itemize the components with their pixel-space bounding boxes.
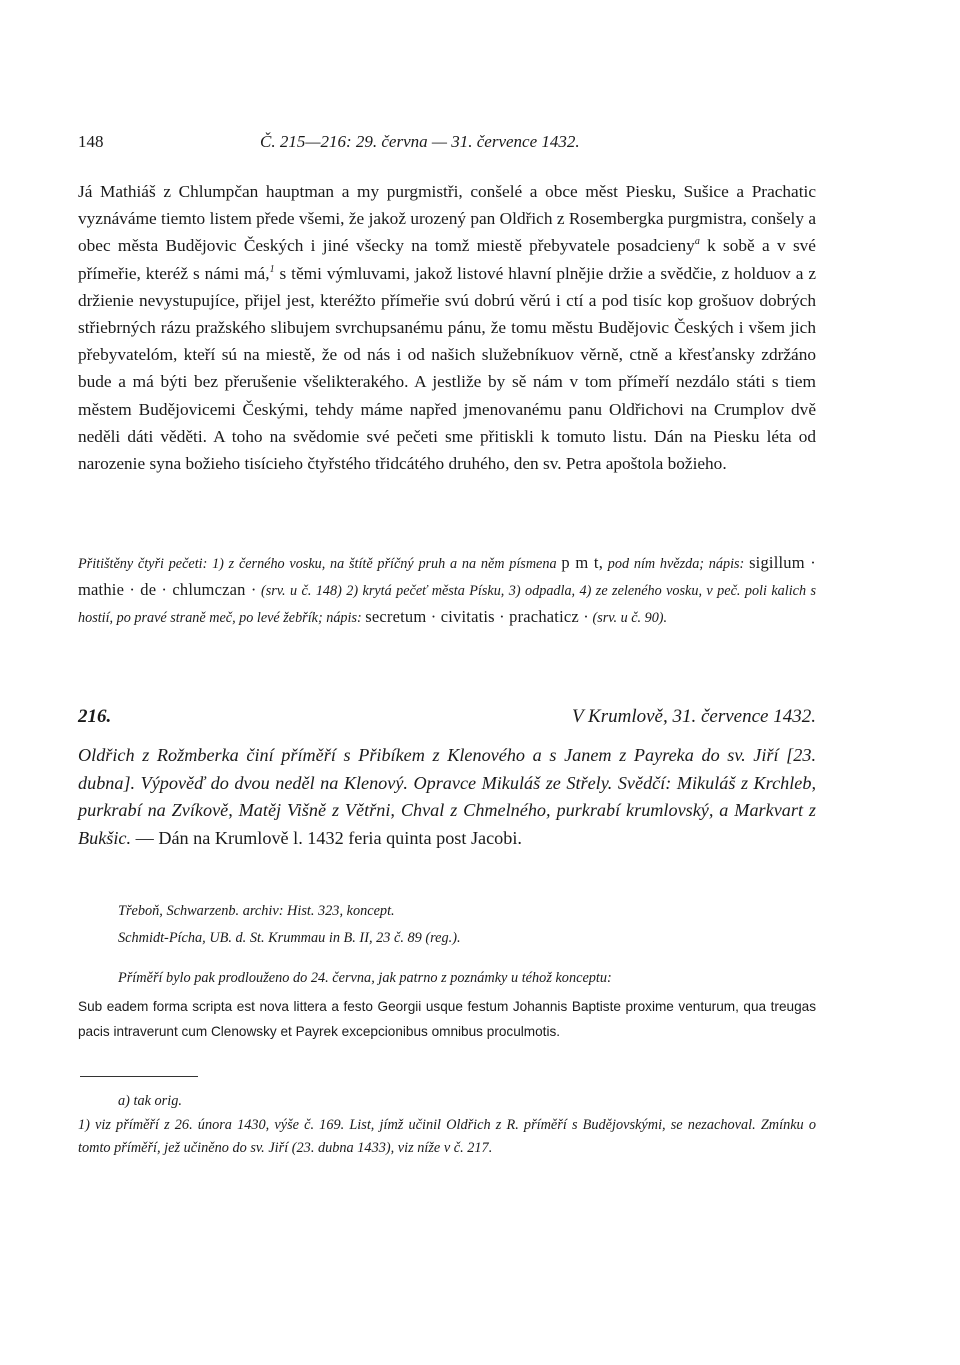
latin-excerpt: Sub eadem forma scripta est nova littera a festo Georgii usque festum Johannis Baptiste proxime venturum, qua treugas pacis intraverunt cum Clenowsky et Payrek excepcionibus omnibus proculmotis. [78,999,816,1039]
footnote-1: 1) viz příměří z 26. února 1430, výše č. 169. List, jímž učinil Oldřich z R. příměří s Budějovskými, se nezachoval. Zmínku o tomto příměří, jež učiněno do sv. Jiří (23. dubna 1433), viz níže v č. 217. [78,1117,816,1156]
regest [78,742,816,852]
document-number: 216. [78,706,112,727]
seal-text-1: Přitištěny čtyři pečeti: 1) z černého vosku, na štítě příčný pruh a na něm písmena [78,556,562,572]
seal-legend-2: secretum · civitatis · prachaticz · [365,607,589,626]
document-place-date: V Krumlově, 31. července 1432. [572,706,816,727]
footnote-divider [80,1076,198,1077]
regest-dating: — Dán na Krumlově l. 1432 feria quinta post Jacobi. [131,827,522,848]
extension-note: Příměří bylo pak prodlouženo do 24. června, jak patrno z poznámky u téhož konceptu: [118,970,612,986]
seal-text-3: (srv. u č. 148) 2) krytá pečeť města Písku, 3) odpadla, 4) ze zeleného vosku, v peč. poli kalich s hostií, po pravé straně meč, po levé žebřík; nápis: [78,583,816,626]
seal-legend-letters: p m t, [561,553,604,572]
seal-legend-1: sigillum · mathie · de · chlumczan · [78,553,817,599]
source-archive: Třeboň, Schwarzenb. archiv: Hist. 323, koncept. [118,903,395,919]
running-title: Č. 215—216: 29. června — 31. července 1432. [260,132,580,151]
seal-description [78,550,816,631]
footnote-a: a) tak orig. [118,1093,182,1109]
seal-text-4: (srv. u č. 90). [588,610,668,626]
footnote-ref-a[interactable]: a [694,236,700,248]
charter-text-part3: s těmi výmluvami, jakož listové hlavní plnějie držie a svědčie, z holduov a z držienie nevystupujíce, přijel jest, kteréžto přímeřie svú dobrú věrú i ctí a pod tisíc kop grošuov dobrých střiebrných rázu pražského slibujem svrchupsanému pánu, že tomu městu Budějovic Českých i všem jich přebyvatelóm, kteří sú na miestě, že od nás i od našich služebníkuov věrně, ctně a křesťansky zdržáno bude a má býti bez přerušenie všelikterakého. A jestliže by sě nám v tom přímeří nezdálo státi s tiem městem Budějovicemi Českými, tehdy máme napřed jmenovanému panu Oldřichovi na Crumplov dvě neděli dáti věděti. A toho na svědomie své pečeti sme přitiskli k tomuto listu. Dán na Piesku léta od narozenie syna božieho tisícieho čtyřstého třidcátého druhého, den sv. Petra apoštola božieho. [78,263,816,474]
charter-text-part1: Já Mathiáš z Chlumpčan hauptman a my purgmistři, conšelé a obce měst Piesku, Sušice a Prachatic vyznáváme tiemto listem přede všemi, že jakož urozený pan Oldřich z Rosembergka purgmistra, conšely a obec města Budějovic Českých i jiné všecky na tomž miestě přebyvatele posadcieny [78,182,816,256]
charter-text [78,178,816,477]
source-edition: Schmidt-Pícha, UB. d. St. Krummau in B. II, 23 č. 89 (reg.). [118,930,461,946]
seal-text-2: pod ním hvězda; nápis: [603,556,750,572]
page-number: 148 [78,132,104,151]
sources-list [118,898,816,952]
charter-text-part2: k sobě a v své přímeřie, kteréž s námi má, [78,236,816,283]
footnote-ref-1[interactable]: 1 [269,263,275,275]
regest-text: Oldřich z Rožmberka činí příměří s Přibíkem z Klenového a s Janem z Payreka do sv. Jiří [23. dubna]. Výpověď do dvou neděl na Klenový. Opravce Mikuláš ze Střely. Svědčí: Mikuláš z Krchleb, purkrabí na Zvíkově, Matěj Višně z Větřni, Chval z Chmelného, purkrabí krumlovský, a Markvart z Bukšic. [78,745,816,848]
